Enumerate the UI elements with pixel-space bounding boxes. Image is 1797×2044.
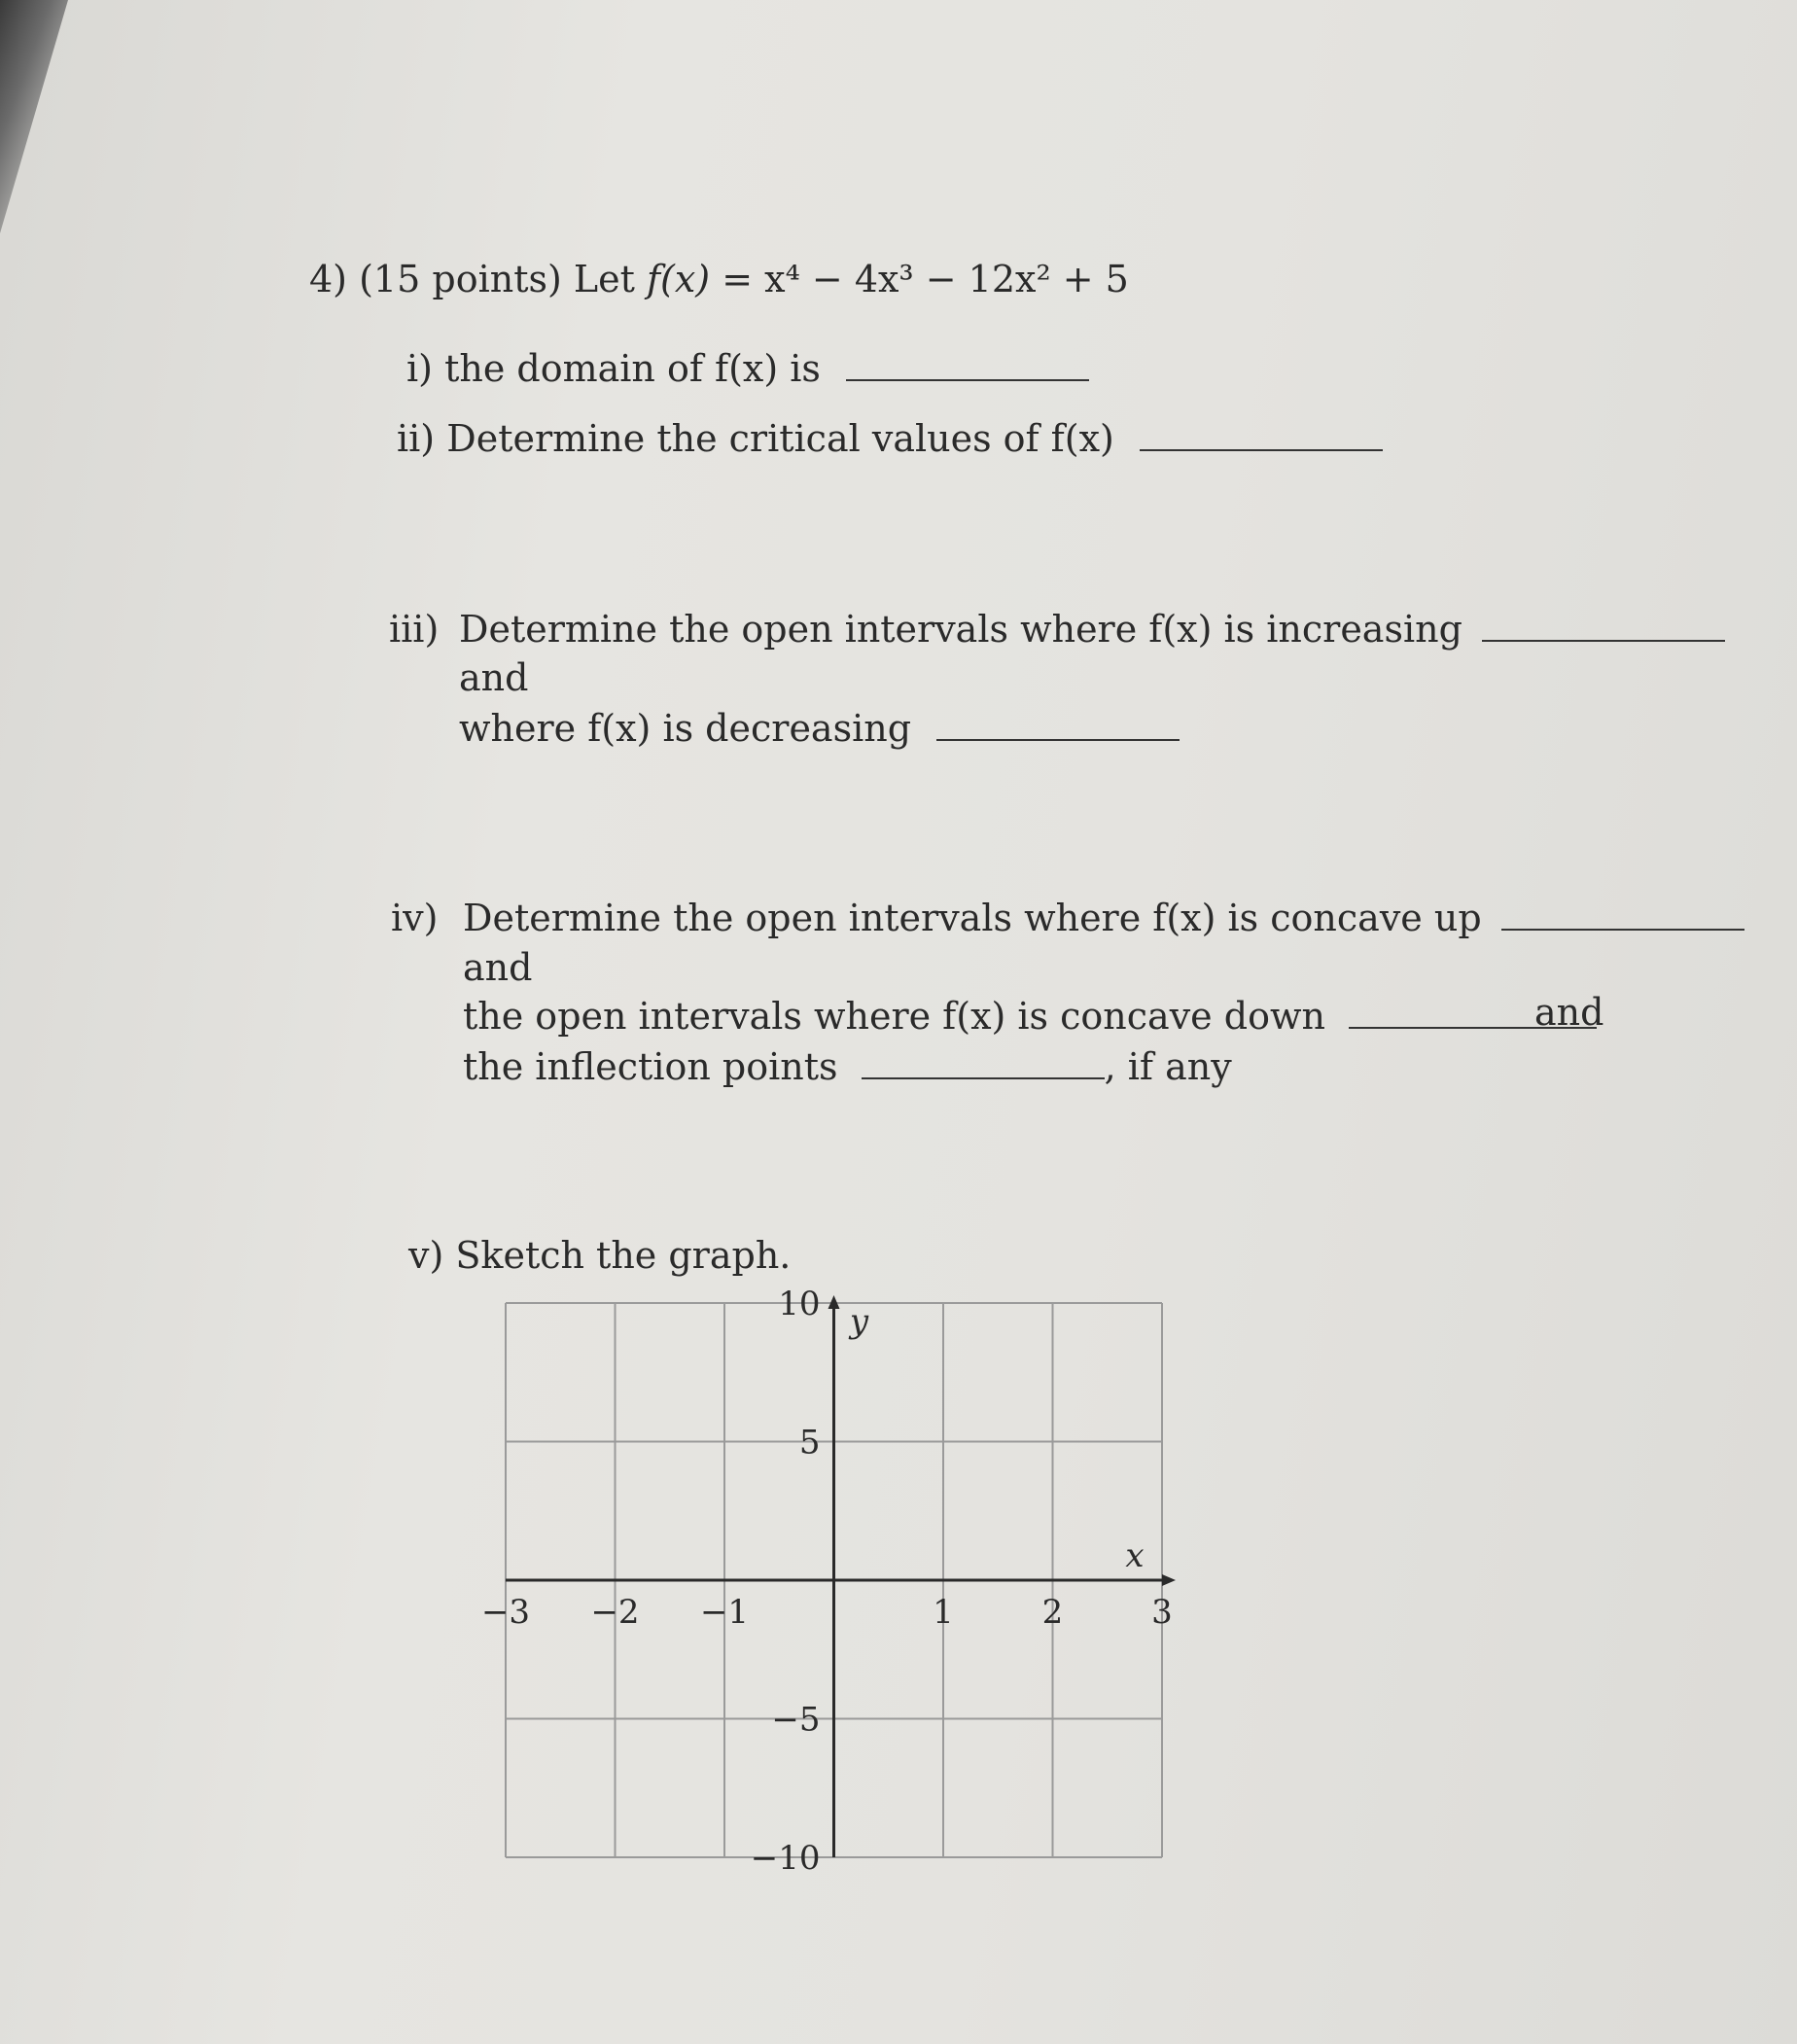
part-ii-text: Determine the critical values of f(x): [446, 417, 1114, 460]
x-tick-label: 3: [1151, 1593, 1173, 1632]
part-iv-line2: and: [463, 946, 533, 989]
axes: [506, 1295, 1176, 1857]
concave-up-answer-blank[interactable]: [1501, 929, 1744, 931]
problem-number: 4): [309, 258, 348, 300]
part-iii-line2: and: [459, 656, 529, 699]
x-tick-label: −3: [480, 1593, 531, 1632]
part-i-text: the domain of f(x) is: [444, 347, 821, 390]
concave-up-prompt: Determine the open intervals where f(x) is concave up: [463, 897, 1482, 939]
part-ii-label: ii): [397, 417, 436, 460]
part-iv-line4: [463, 1045, 1232, 1088]
problem-header: [309, 258, 1129, 300]
part-v-text: Sketch the graph.: [455, 1234, 792, 1277]
x-tick-label: 1: [933, 1593, 954, 1632]
x-axis-arrow: [1162, 1574, 1176, 1586]
decreasing-answer-blank[interactable]: [936, 739, 1180, 741]
problem-points: (15 points): [359, 258, 562, 300]
y-axis-label: y: [849, 1302, 869, 1341]
tick-labels: [481, 1288, 1173, 1878]
problem-intro: Let: [573, 258, 635, 300]
inflection-prompt: the inflection points: [463, 1045, 838, 1088]
function-rhs: = x⁴ − 4x³ − 12x² + 5: [722, 258, 1129, 300]
inflection-answer-blank[interactable]: [862, 1077, 1105, 1079]
increasing-answer-blank[interactable]: [1482, 640, 1725, 642]
part-i-label: i): [406, 347, 433, 390]
function-lhs: f(x): [646, 258, 711, 300]
part-v-label: v): [408, 1234, 444, 1277]
part-iv-label: iv): [391, 897, 439, 939]
part-v: [408, 1234, 792, 1277]
y-tick-label: −10: [750, 1839, 821, 1878]
concave-down-prompt: the open intervals where f(x) is concave down: [463, 995, 1325, 1038]
increasing-prompt: Determine the open intervals where f(x) is increasing: [459, 608, 1462, 651]
x-tick-label: −1: [699, 1593, 750, 1632]
x-tick-label: −2: [590, 1593, 640, 1632]
x-axis-label: x: [1125, 1536, 1145, 1575]
part-iv-line1: [463, 897, 1744, 939]
y-tick-label: −5: [771, 1700, 821, 1740]
domain-answer-blank[interactable]: [846, 379, 1089, 381]
y-tick-label: 10: [778, 1288, 821, 1323]
inflection-trailing: , if any: [1104, 1045, 1232, 1088]
part-iii-line3: [459, 707, 1180, 750]
critical-values-blank[interactable]: [1140, 449, 1383, 451]
part-i: [406, 347, 1089, 390]
sketch-grid[interactable]: [476, 1288, 1216, 1901]
part-iii-label: iii): [389, 608, 440, 651]
decreasing-prompt: where f(x) is decreasing: [459, 707, 912, 750]
page-corner-shadow: [0, 0, 78, 253]
part-iv-line3: [463, 995, 1597, 1038]
part-iii-line1: [459, 608, 1725, 651]
part-iv-line3-and: and: [1534, 991, 1604, 1034]
x-tick-label: 2: [1041, 1593, 1064, 1632]
part-ii: [397, 417, 1383, 460]
y-tick-label: 5: [798, 1423, 821, 1463]
